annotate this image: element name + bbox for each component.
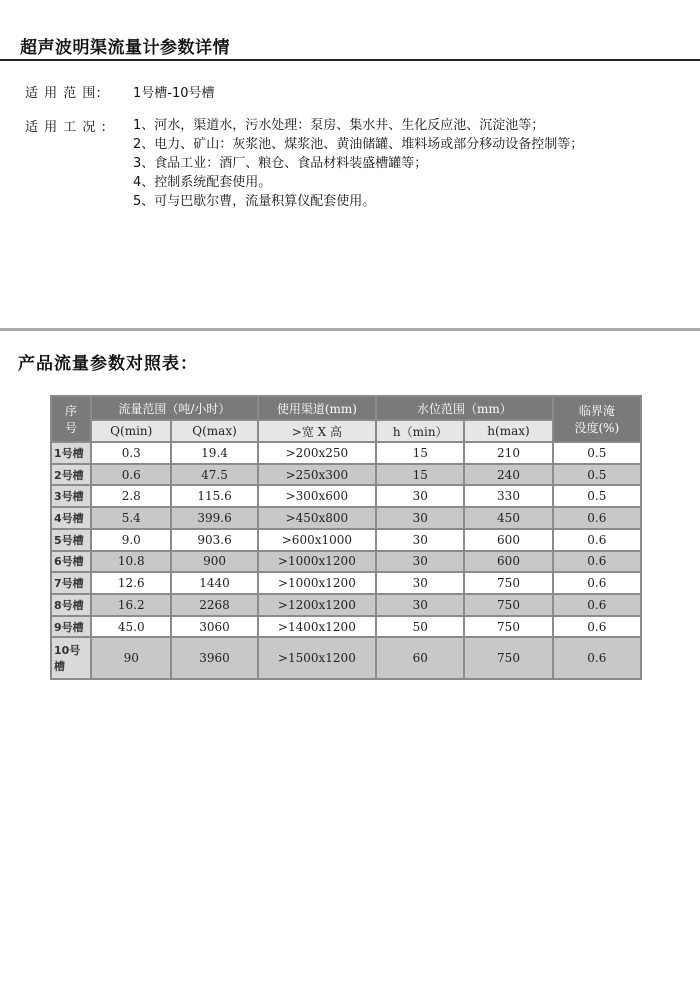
cell-hmin: 30	[377, 486, 463, 506]
cell-qmin: 12.6	[92, 573, 170, 593]
cell-submerge: 0.6	[554, 595, 640, 615]
cell-qmax: 2268	[172, 595, 256, 615]
cell-qmin: 0.6	[92, 465, 170, 485]
cell-hmin: 15	[377, 443, 463, 463]
parameter-table	[50, 395, 642, 680]
table-row	[52, 595, 640, 615]
section-title: 产品流量参数对照表：	[18, 354, 198, 374]
cell-hmin: 30	[377, 595, 463, 615]
header-qmin: Q(min)	[92, 421, 170, 441]
header-water-level: 水位范围（mm）	[377, 397, 552, 419]
cell-channel: >1000x1200	[259, 552, 375, 572]
cell-hmax: 600	[465, 552, 551, 572]
cell-hmax: 210	[465, 443, 551, 463]
cell-submerge: 0.6	[554, 638, 640, 678]
cell-channel: >1000x1200	[259, 573, 375, 593]
header-hmax: h(max)	[465, 421, 551, 441]
cell-qmax: 47.5	[172, 465, 256, 485]
cell-hmax: 750	[465, 573, 551, 593]
cell-channel: >450x800	[259, 508, 375, 528]
page-title: 超声波明渠流量计参数详情	[20, 38, 230, 58]
cell-hmax: 750	[465, 638, 551, 678]
cell-submerge: 0.6	[554, 552, 640, 572]
condition-item: 3、食品工业：酒厂、粮仓、食品材料装盛槽罐等；	[133, 156, 428, 171]
cell-hmin: 60	[377, 638, 463, 678]
table-body	[52, 443, 640, 678]
cell-qmax: 1440	[172, 573, 256, 593]
cell-qmax: 900	[172, 552, 256, 572]
cell-qmin: 16.2	[92, 595, 170, 615]
cell-hmax: 750	[465, 595, 551, 615]
cell-submerge: 0.6	[554, 617, 640, 637]
table-row	[52, 486, 640, 506]
cell-qmax: 3960	[172, 638, 256, 678]
cell-channel: >250x300	[259, 465, 375, 485]
condition-item: 4、控制系统配套使用。	[133, 175, 272, 190]
cell-hmax: 240	[465, 465, 551, 485]
condition-item: 5、可与巴歇尔曹，流量积算仪配套使用。	[133, 194, 376, 209]
title-underline	[0, 59, 700, 61]
cell-hmax: 600	[465, 530, 551, 550]
cell-hmin: 15	[377, 465, 463, 485]
cell-channel: >1200x1200	[259, 595, 375, 615]
cell-qmax: 3060	[172, 617, 256, 637]
condition-item: 1、河水，渠道水，污水处理：泵房、集水井、生化反应池、沉淀池等；	[133, 118, 545, 133]
cell-hmax: 330	[465, 486, 551, 506]
header-submerge	[554, 397, 640, 441]
header-qmax: Q(max)	[172, 421, 256, 441]
cell-qmin: 90	[92, 638, 170, 678]
table-row	[52, 465, 640, 485]
table-row	[52, 508, 640, 528]
header-width-height: >宽 X 高	[259, 421, 375, 441]
header-hmin: h（min）	[377, 421, 463, 441]
cell-index: 9号槽	[52, 617, 90, 637]
table-row	[52, 617, 640, 637]
conditions-label: 适 用 工 况 :	[25, 120, 107, 135]
cell-qmin: 45.0	[92, 617, 170, 637]
cell-qmin: 10.8	[92, 552, 170, 572]
cell-submerge: 0.5	[554, 443, 640, 463]
cell-channel: >600x1000	[259, 530, 375, 550]
cell-index: 8号槽	[52, 595, 90, 615]
cell-submerge: 0.6	[554, 573, 640, 593]
table-row	[52, 530, 640, 550]
cell-qmin: 2.8	[92, 486, 170, 506]
table-row	[52, 552, 640, 572]
parameter-table-frame	[50, 395, 642, 680]
cell-hmin: 30	[377, 552, 463, 572]
cell-index: 1号槽	[52, 443, 90, 463]
header-flow-range: 流量范围（吨/小时）	[92, 397, 257, 419]
header-submerge-line2: 没度(%)	[574, 421, 620, 435]
condition-item: 2、电力、矿山：灰浆池、煤浆池、黄油储罐、堆料场或部分移动设备控制等；	[133, 137, 584, 152]
cell-submerge: 0.6	[554, 508, 640, 528]
cell-hmax: 750	[465, 617, 551, 637]
cell-submerge: 0.6	[554, 530, 640, 550]
cell-hmin: 30	[377, 573, 463, 593]
cell-channel: >200x250	[259, 443, 375, 463]
cell-index: 7号槽	[52, 573, 90, 593]
header-index-line1: 序	[65, 404, 78, 418]
header-channel: 使用渠道(mm)	[259, 397, 375, 419]
cell-qmin: 9.0	[92, 530, 170, 550]
cell-channel: >1500x1200	[259, 638, 375, 678]
conditions-list	[133, 116, 583, 211]
cell-qmin: 0.3	[92, 443, 170, 463]
cell-hmin: 30	[377, 530, 463, 550]
cell-hmin: 50	[377, 617, 463, 637]
section-divider	[0, 328, 700, 331]
table-row	[52, 443, 640, 463]
table-row	[52, 638, 640, 678]
cell-hmax: 450	[465, 508, 551, 528]
cell-hmin: 30	[377, 508, 463, 528]
cell-index: 2号槽	[52, 465, 90, 485]
cell-submerge: 0.5	[554, 465, 640, 485]
scope-label: 适 用 范 围:	[25, 86, 102, 101]
cell-qmax: 903.6	[172, 530, 256, 550]
cell-channel: >1400x1200	[259, 617, 375, 637]
table-row	[52, 573, 640, 593]
header-index-line2: 号	[65, 421, 78, 435]
cell-index: 3号槽	[52, 486, 90, 506]
cell-qmax: 19.4	[172, 443, 256, 463]
header-index	[52, 397, 90, 441]
cell-channel: >300x600	[259, 486, 375, 506]
cell-submerge: 0.5	[554, 486, 640, 506]
cell-qmax: 399.6	[172, 508, 256, 528]
scope-value: 1号槽-10号槽	[133, 86, 215, 101]
cell-qmin: 5.4	[92, 508, 170, 528]
cell-qmax: 115.6	[172, 486, 256, 506]
header-submerge-line1: 临界淹	[578, 404, 615, 418]
cell-index: 10号槽	[52, 638, 90, 678]
cell-index: 6号槽	[52, 552, 90, 572]
cell-index: 5号槽	[52, 530, 90, 550]
cell-index: 4号槽	[52, 508, 90, 528]
